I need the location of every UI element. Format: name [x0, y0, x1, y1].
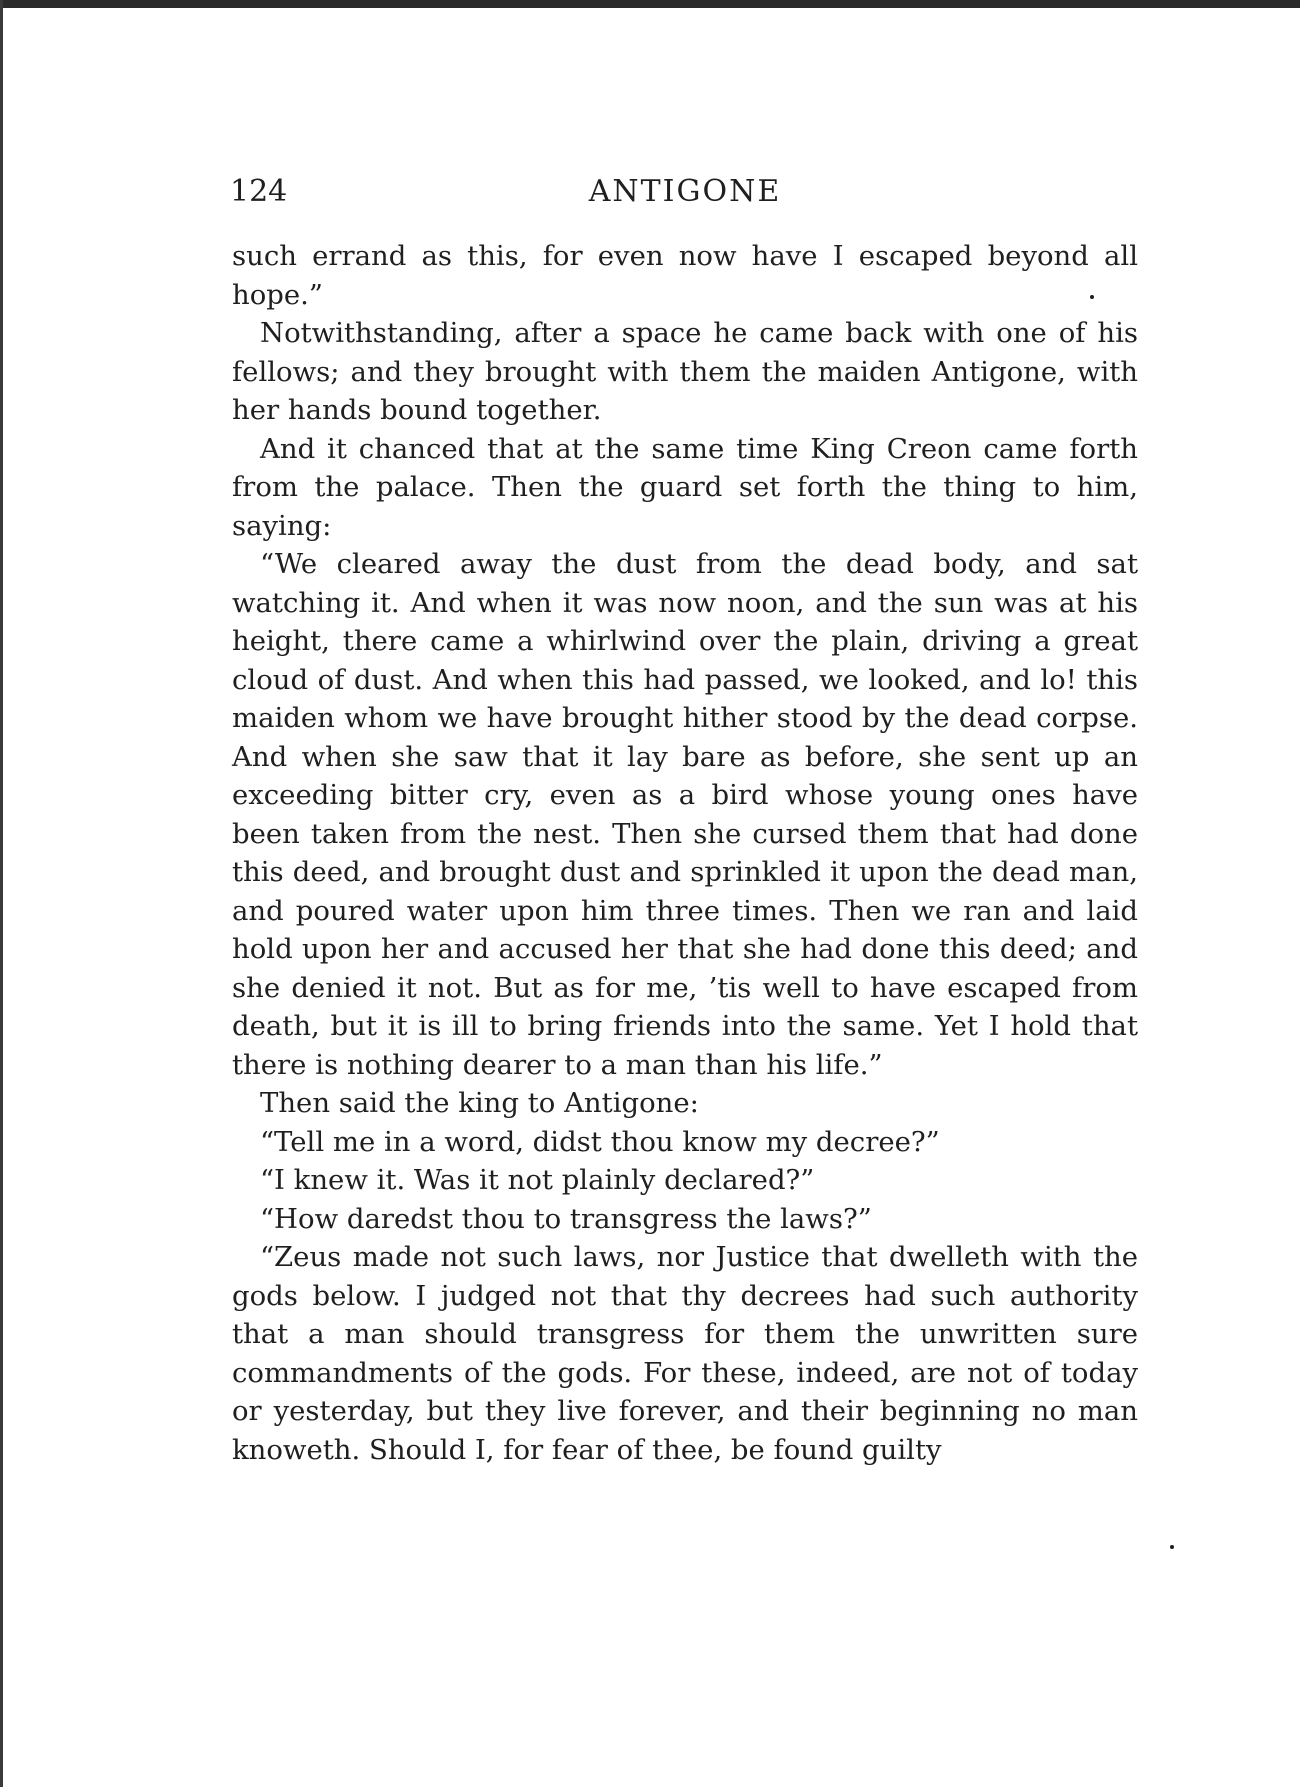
- scan-top-edge: [0, 0, 1300, 8]
- paragraph: Notwithstanding, after a space he came back with one of his fellows; and they brought with them the maiden Antigone, with her hands bound together.: [232, 317, 1138, 426]
- page-body: [232, 237, 1138, 1469]
- running-header: [230, 170, 1140, 214]
- ink-speck: [1170, 1545, 1174, 1549]
- dialogue-line: “How daredst thou to transgress the laws?”: [260, 1202, 872, 1235]
- paragraph: And it chanced that at the same time King Creon came forth from the palace. Then the guard set forth the thing to him, saying:: [232, 432, 1138, 542]
- running-title: ANTIGONE: [588, 174, 782, 209]
- dialogue-line: “I knew it. Was it not plainly declared?”: [260, 1164, 815, 1196]
- paragraph: Then said the king to Antigone:: [260, 1087, 699, 1119]
- scan-left-edge: [0, 0, 14, 1787]
- paragraph-guard-speech: “We cleared away the dust from the dead body, and sat watching it. And when it was now noon, and the sun was at his height, there came a whirlwind over the plain, driving a great cloud of dust. And when this had passed, we looked, and lo! this maiden whom we have brought hither stood by the dead corpse. And when she saw that it lay bare as before, she sent up an exceeding bitter cry, even as a bird whose young ones have been taken from the nest. Then she cursed them that had done this deed, and brought dust and sprinkled it upon the dead man, and poured water upon him three times. Then we ran and laid hold upon her and accused her that she had done this deed; and she denied it not. But as for me, ’tis well to have escaped from death, but it is ill to bring friends into the same. Yet I hold that there is nothing dearer to a man than his life.”: [232, 548, 1138, 1081]
- paragraph-antigone-speech: “Zeus made not such laws, nor Justice that dwelleth with the gods below. I judged not that thy decrees had such authority that a man should transgress for them the unwritten sure commandments of the gods. For these, indeed, are not of today or yesterday, but they live forever, and their beginning no man knoweth. Should I, for fear of thee, be found guilty: [232, 1241, 1138, 1466]
- page-number: 124: [230, 174, 288, 209]
- paragraph-continued: such errand as this, for even now have I escaped beyond all hope.”: [232, 240, 1138, 311]
- dialogue-line: “Tell me in a word, didst thou know my decree?”: [260, 1125, 940, 1158]
